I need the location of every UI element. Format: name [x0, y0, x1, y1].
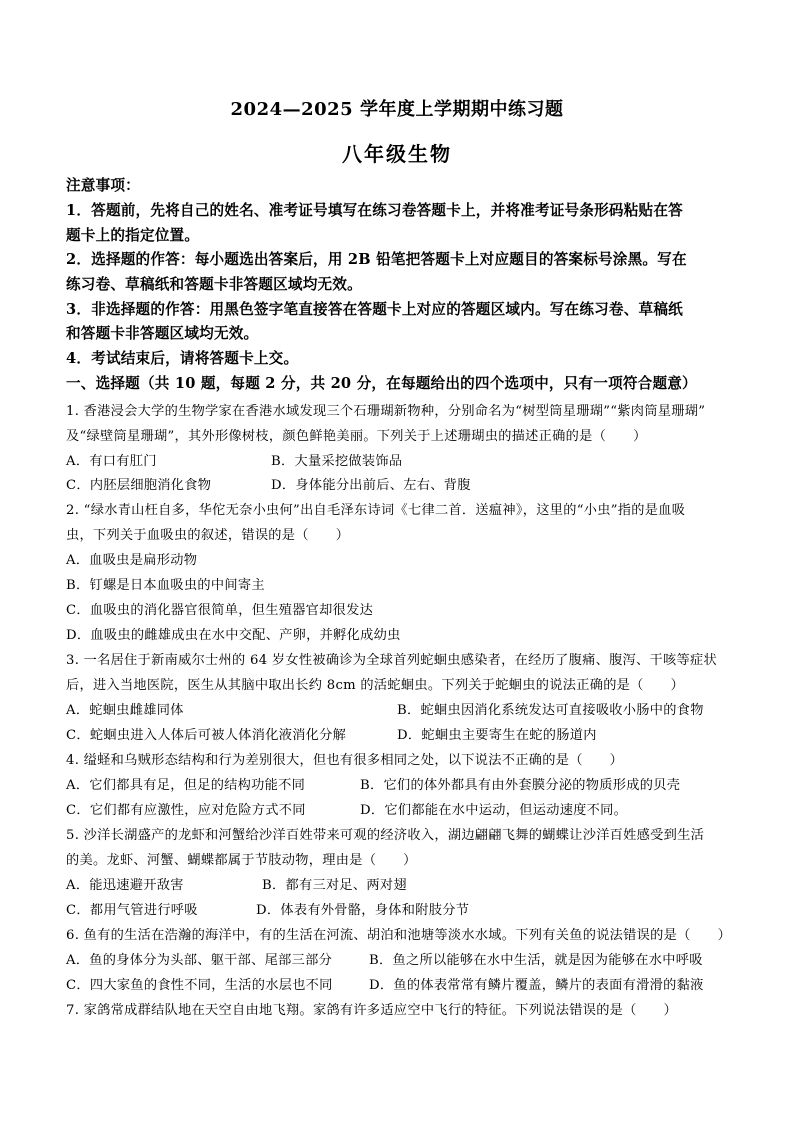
question-5-stem: 的美。龙虾、河蟹、蝴蝶都属于节肢动物，理由是（ ）	[66, 853, 417, 868]
question-3-option-d: D．蛇蛔虫主要寄生在蛇的肠道内	[397, 728, 597, 743]
question-3-stem: 3. 一名居住于新南威尔士州的 64 岁女性被确诊为全球首列蛇蛔虫感染者，在经历了腹痛、腹泻、干咳等症状	[66, 653, 717, 668]
question-4-stem: 4. 缢蛏和乌贼形态结构和行为差别很大，但也有很多相同之处，以下说法不正确的是（ ）	[66, 753, 624, 768]
notice-heading: 注意事项：	[66, 177, 140, 194]
question-2-stem: 虫，下列关于血吸虫的叙述，错误的是（ ）	[66, 528, 350, 543]
question-6-option-c: C．四大家鱼的食性不同，生活的水层也不同	[66, 978, 333, 993]
notice-line: 练习卷、草稿纸和答题卡非答题区域均无效。	[66, 276, 362, 293]
question-4-option-a: A．它们都具有足，但足的结构功能不同	[66, 778, 306, 793]
question-1-stem: 及“绿壁筒星珊瑚”，其外形像树枝，颜色鲜艳美丽。下列关于上述珊瑚虫的描述正确的是（ ）	[66, 429, 647, 444]
question-1-option-b: B．大量采挖做装饰品	[271, 454, 403, 469]
question-1-option-c: C．内胚层细胞消化食物	[66, 478, 212, 493]
question-2-option-a: A．血吸虫是扁形动物	[66, 553, 198, 568]
question-3-stem: 后，进入当地医院，医生从其脑中取出长约 8cm 的活蛇蛔虫。下列关于蛇蛔虫的说法正确的是（ ）	[66, 678, 685, 693]
exam-title: 2024—2025 学年度上学期期中练习题	[230, 99, 564, 120]
question-4-option-b: B．它们的体外都具有由外套膜分泌的物质形成的贝壳	[360, 778, 681, 793]
question-5-option-b: B．都有三对足、两对翅	[262, 878, 407, 893]
question-4-option-d: D．它们都能在水中运动，但运动速度不同。	[360, 803, 628, 818]
question-6-stem: 6. 鱼有的生活在浩瀚的海洋中，有的生活在河流、胡泊和池塘等淡水水域。下列有关鱼的说法错误的是（ ）	[66, 928, 732, 943]
notice-line: 题卡上的指定位置。	[66, 227, 200, 244]
notice-line: 和答题卡非答题区域均无效。	[66, 325, 259, 342]
question-7-stem: 7. 家鸽常成群结队地在天空自由地飞翔。家鸽有许多适应空中飞行的特征。下列说法错误的是（ ）	[66, 1003, 678, 1018]
question-3-option-b: B．蛇蛔虫因消化系统发达可直接吸收小肠中的食物	[397, 703, 704, 718]
section-heading: 一、选择题（共 10 题，每题 2 分，共 20 分，在每题给出的四个选项中，只有一项符合题意）	[66, 375, 697, 392]
question-1-option-a: A．有口有肛门	[66, 454, 157, 469]
question-2-stem: 2. “绿水青山枉自多，华佗无奈小虫何”出自毛泽东诗词《七律二首．送瘟神》，这里的“小虫”指的是血吸	[66, 503, 686, 518]
question-2-option-d: D．血吸虫的雌雄成虫在水中交配、产卵，并孵化成幼虫	[66, 628, 401, 643]
question-5-stem: 5. 沙洋长湖盛产的龙虾和河蟹给沙洋百姓带来可观的经济收入，湖边翩翩飞舞的蝴蝶让沙洋百姓感受到生活	[66, 828, 705, 843]
question-5-option-a: A．能迅速避开敌害	[66, 878, 184, 893]
question-1-option-d: D．身体能分出前后、左右、背腹	[271, 478, 471, 493]
notice-line: 2．选择题的作答：每小题选出答案后，用 2B 铅笔把答题卡上对应题目的答案标号涂黑。写在	[66, 251, 687, 268]
exam-subject: 八年级生物	[342, 142, 452, 166]
question-4-option-c: C．它们都有应激性，应对危险方式不同	[66, 803, 306, 818]
question-1-stem: 1. 香港浸会大学的生物学家在香港水域发现三个石珊瑚新物种，分别命名为“树型筒星珊瑚”“紫肉筒星珊瑚”	[66, 404, 706, 419]
question-6-option-a: A．鱼的身体分为头部、躯干部、尾部三部分	[66, 953, 333, 968]
question-3-option-c: C．蛇蛔虫进入人体后可被人体消化液消化分解	[66, 728, 347, 743]
question-5-option-d: D．体表有外骨骼，身体和附肢分节	[256, 903, 470, 918]
question-6-option-b: B．鱼之所以能够在水中生活，就是因为能够在水中呼吸	[369, 953, 703, 968]
notice-line: 3．非选择题的作答：用黑色签字笔直接答在答题卡上对应的答题区域内。写在练习卷、草稿纸	[66, 301, 683, 318]
question-5-option-c: C．都用气管进行呼吸	[66, 903, 198, 918]
question-3-option-a: A．蛇蛔虫雌雄同体	[66, 703, 184, 718]
question-2-option-b: B．钉螺是日本血吸虫的中间寄主	[66, 578, 265, 593]
notice-line: 4．考试结束后，请将答题卡上交。	[66, 350, 299, 367]
question-6-option-d: D．鱼的体表常常有鳞片覆盖，鳞片的表面有滑滑的黏液	[369, 978, 704, 993]
question-2-option-c: C．血吸虫的消化器官很简单，但生殖器官却很发达	[66, 603, 374, 618]
notice-line: 1．答题前，先将自己的姓名、准考证号填写在练习卷答题卡上，并将准考证号条形码粘贴在答	[66, 202, 683, 219]
